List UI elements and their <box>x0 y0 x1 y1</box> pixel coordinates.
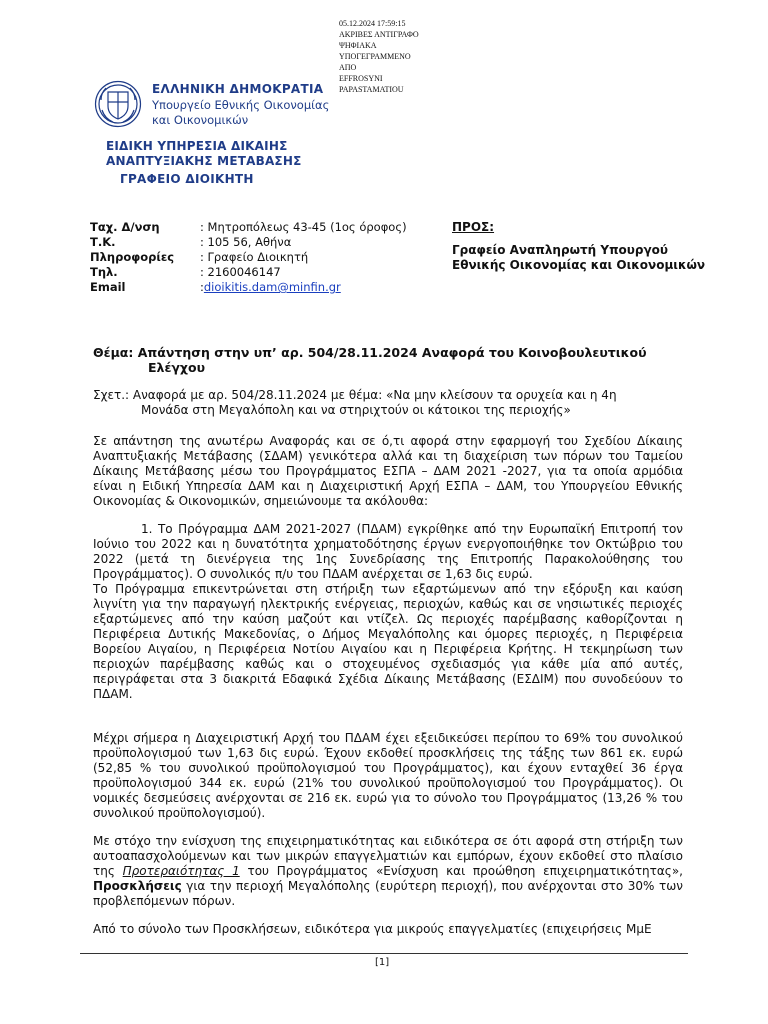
recipient-heading: ΠΡΟΣ: <box>452 220 495 234</box>
stamp-line: PAPASTAMATIOU <box>339 85 404 94</box>
relevant-block <box>93 388 683 418</box>
recipient-line: Εθνικής Οικονομίας και Οικονομικών <box>452 258 706 272</box>
relevant-line: Μονάδα στη Μεγαλόπολη και να στηριχτούν οι κάτοικοι της περιοχής» <box>141 403 571 417</box>
recipient-line: Γραφείο Αναπληρωτή Υπουργού <box>452 243 669 257</box>
service-name <box>106 139 301 169</box>
recipient-block <box>452 220 705 273</box>
page-number: [1] <box>375 957 390 968</box>
address-row <box>90 220 407 235</box>
email-link[interactable]: dioikitis.dam@minfin.gr <box>203 280 341 294</box>
info-label: Πληροφορίες <box>90 250 175 264</box>
ministry-name <box>152 98 329 128</box>
email-row <box>90 280 407 295</box>
republic-title: ΕΛΛΗΝΙΚΗ ΔΗΜΟΚΡΑΤΙΑ <box>152 82 324 96</box>
ministry-line: Υπουργείο Εθνικής Οικονομίας <box>152 98 330 112</box>
paragraph-text: για την περιοχή Μεγαλόπολης (ευρύτερη περιοχή), που ανέρχονται στο 30% των προβλεπόμενων πόρων. <box>93 879 683 908</box>
email-label: Email <box>90 280 126 294</box>
paragraph <box>93 834 683 909</box>
calls-text: Προσκλήσεις <box>93 879 182 893</box>
paragraph: Σε απάντηση της ανωτέρω Αναφοράς και σε ό,τι αφορά στην εφαρμογή του Σχεδίου Δίκαιης Αναπτυξιακής Μετάβασης (ΣΔΑΜ) γενικότερα αλλά και τη διαχείριση των πόρων του Ταμείου Δίκαιης Μετάβασης μέσω του Προγράμματος ΕΣΠΑ – ΔΑΜ 2021 -2027, για τα οποία αρμόδια είναι η Ειδική Υπηρεσία ΔΑΜ και η Διαχειριστική Αρχή ΕΣΠΑ – ΔΑΜ, του Υπουργείου Εθνικής Οικονομίας & Οικονομικών, σημειώνουμε τα ακόλουθα: <box>93 434 683 508</box>
postcode-value: : 105 56, Αθήνα <box>200 235 292 249</box>
stamp-line: 05.12.2024 17:59:15 <box>339 19 406 28</box>
stamp-line: ΥΠΟΓΕΓΡΑΜΜΕΝΟ <box>339 52 411 61</box>
address-value: : Μητροπόλεως 43-45 (1ος όροφος) <box>200 220 407 234</box>
paragraph: Μέχρι σήμερα η Διαχειριστική Αρχή του ΠΔΑΜ έχει εξειδικεύσει περίπου το 69% του συνολικού προϋπολογισμού των 1,63 δις ευρώ. Έχουν εκδοθεί προσκλήσεις της τάξης των 861 εκ. ευρώ (52,85 % του συνολικού προϋπολογισμού του Προγράμματος), και έχουν ενταχθεί 36 έργα προϋπολογισμού 344 εκ. ευρώ (21% του συνολικού προϋπολογισμού του Προγράμματος). Οι νομικές δεσμεύσεις ανέρχονται σε 216 εκ. ευρώ για το σύνολο του Προγράμματος (13,26 % του συνολικού προϋπολογισμού). <box>93 731 683 820</box>
stamp-line: EFFROSYNI <box>339 74 383 83</box>
service-line: ΕΙΔΙΚΗ ΥΠΗΡΕΣΙΑ ΔΙΚΑΙΗΣ <box>106 139 288 153</box>
info-row <box>90 250 407 265</box>
stamp-line: ΨΗΦΙΑΚΑ <box>339 41 377 50</box>
address-block <box>90 220 407 295</box>
info-value: : Γραφείο Διοικητή <box>200 250 309 264</box>
paragraph-text: 1. Το Πρόγραμμα ΔΑΜ 2021-2027 (ΠΔΑΜ) εγκρίθηκε από την Ευρωπαϊκή Επιτροπή τον Ιούνιο του 2022 και η δυνατότητα χρηματοδότησης έργων ενεργοποιήθηκε τον Οκτώβριο του 2022 (μετά τη διενέργεια της 1ης Συνεδρίασης της Επιτροπής Παρακολούθησης του Προγράμματος). Ο συνολικός π/υ του ΠΔΑΜ ανέρχεται σε 1,63 δις ευρώ. <box>93 522 683 581</box>
ministry-line: και Οικονομικών <box>152 113 249 127</box>
paragraph-text: Το Πρόγραμμα επικεντρώνεται στη στήριξη των εξαρτώμενων από την εξόρυξη και καύση λιγνίτη για την παραγωγή ηλεκτρικής ενέργειας, περιοχών, καθώς και σε νησιωτικές περιοχές εξαρτώμενες από την καύση μαζούτ και ντίζελ. Ως περιοχές παρέμβασης καθορίζονται η Περιφέρεια Δυτικής Μακεδονίας, ο Δήμος Μεγαλόπολης και όμορες περιοχές, η Περιφέρεια Βορείου Αιγαίου, η Περιφέρεια Νοτίου Αιγαίου και η Περιφέρεια Κρήτης. Η τεκμηρίωση των περιοχών παρέμβασης καθώς και ο στοχευμένος σχεδιασμός για κάθε μία από αυτές, περιγράφεται στα 3 διακριτά Εδαφικά Σχέδια Δίκαιης Μετάβασης (ΕΣΔΙΜ) που συνοδεύουν το ΠΔΑΜ. <box>93 582 683 701</box>
postcode-label: Τ.Κ. <box>90 235 116 249</box>
postcode-row <box>90 235 407 250</box>
coat-of-arms-icon <box>94 80 142 128</box>
subject-line: Θέμα: Απάντηση στην υπ’ αρ. 504/28.11.2024 Αναφορά του Κοινοβουλευτικού <box>93 345 647 360</box>
office-name: ΓΡΑΦΕΙΟ ΔΙΟΙΚΗΤΗ <box>120 172 254 186</box>
paragraph: Από το σύνολο των Προσκλήσεων, ειδικότερα για μικρούς επαγγελματίες (επιχειρήσεις ΜμΕ <box>93 922 652 936</box>
stamp-line: ΑΚΡΙΒΕΣ ΑΝΤΙΓΡΑΦΟ <box>339 30 419 39</box>
stamp-line: ΑΠΟ <box>339 63 357 72</box>
address-label: Ταχ. Δ/νση <box>90 220 160 234</box>
paragraph-text: του Προγράμματος «Ενίσχυση και προώθηση επιχειρηματικότητας», <box>239 864 683 878</box>
priority-text: Προτεραιότητας 1 <box>122 864 240 878</box>
phone-label: Τηλ. <box>90 265 118 279</box>
subject-block <box>93 345 683 375</box>
subject-line: Ελέγχου <box>148 360 206 375</box>
paragraph-text: Με στόχο την ενίσχυση της επιχειρηματικότητας και ειδικότερα σε ότι αφορά στη στήριξη των αυτοαπασχολούμενων και των μικρών επαγγελματιών και εμπόρων, έχουν εκδοθεί στο πλαίσιο της <box>93 834 683 878</box>
footer-divider <box>80 953 688 954</box>
relevant-line: Σχετ.: Αναφορά με αρ. 504/28.11.2024 με θέμα: «Να μην κλείσουν τα ορυχεία και η 4η <box>93 388 617 402</box>
service-line: ΑΝΑΠΤΥΞΙΑΚΗΣ ΜΕΤΑΒΑΣΗΣ <box>106 154 302 168</box>
paragraph-numbered <box>93 522 683 702</box>
email-colon: : <box>200 280 204 294</box>
phone-value: : 2160046147 <box>200 265 281 279</box>
signature-stamp <box>339 18 419 95</box>
phone-row <box>90 265 407 280</box>
